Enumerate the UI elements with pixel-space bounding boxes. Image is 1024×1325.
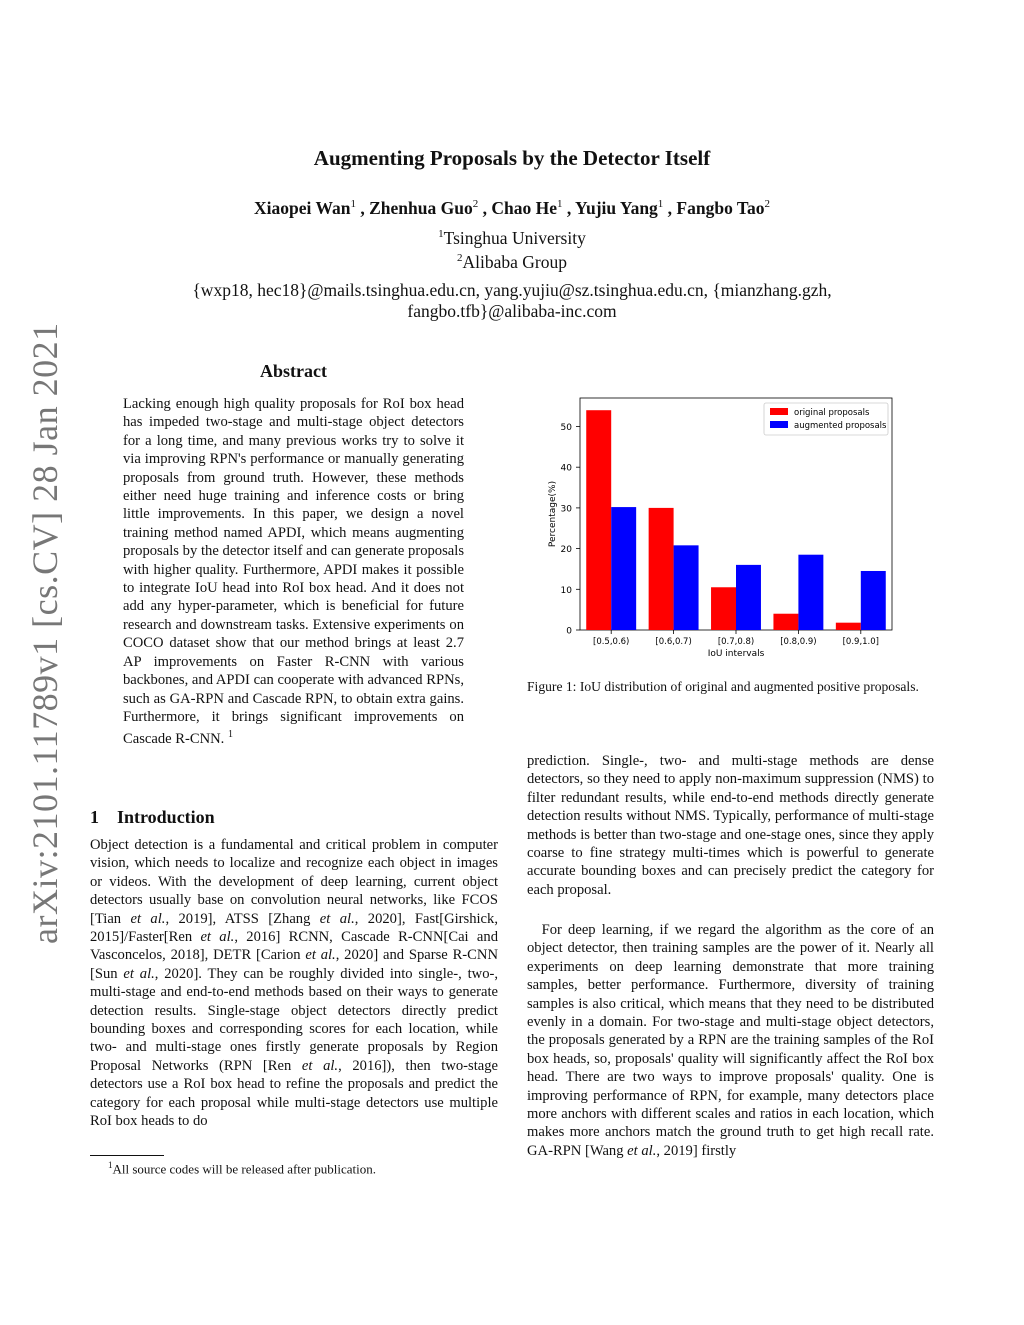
legend-label: original proposals (794, 408, 870, 418)
bar-original (711, 587, 736, 630)
y-tick-label: 50 (560, 422, 572, 433)
right-paragraph-1: prediction. Single-, two- and multi-stage methods are dense detectors, so they need to apply non-maximum suppression (NMS) to filter redundant results, while end-to-end methods directly generate detection results without NMS. Typically, performance of multi-stage methods is better than two-stage and one-stage ones, since they apply coarse to fine strategy multi-times which is powerful to generate accurate bounding boxes and can precisely predict the category for each proposal. (527, 753, 934, 898)
abstract-heading: Abstract (260, 361, 327, 381)
emails-line-2: fangbo.tfb}@alibaba-inc.com (407, 301, 617, 321)
iou-distribution-chart (540, 390, 900, 660)
x-tick-label: [0.8,0.9) (780, 637, 817, 647)
chart-legend (764, 403, 888, 435)
figure-caption: Figure 1: IoU distribution of original and augmented positive proposals. (527, 679, 919, 694)
y-tick-label: 10 (560, 585, 572, 596)
bar-original (649, 508, 674, 630)
x-tick-label: [0.9,1.0] (842, 637, 879, 647)
x-axis-label: IoU intervals (707, 649, 765, 659)
footnote-rule (90, 1155, 164, 1156)
bar-augmented (736, 565, 761, 630)
emails-line-1: {wxp18, hec18}@mails.tsinghua.edu.cn, yang.yujiu@sz.tsinghua.edu.cn, {mianzhang.gzh, (192, 280, 832, 300)
y-tick-label: 30 (560, 504, 572, 515)
bar-original (773, 614, 798, 630)
author: Xiaopei Wan (254, 198, 351, 218)
footnote: $^1$All source codes will be released after publication. (108, 1160, 377, 1177)
y-axis-label: Percentage(%) (548, 480, 558, 548)
x-tick-label: [0.7,0.8) (717, 637, 755, 647)
author: Zhenhua Guo (369, 198, 473, 218)
bar-original (586, 410, 611, 630)
legend-label: augmented proposals (794, 421, 887, 431)
bar-augmented (861, 571, 886, 630)
y-tick-label: 40 (560, 463, 572, 474)
legend-swatch (770, 421, 788, 428)
abstract-body: Lacking enough high quality proposals for RoI box head has impeded two-stage and multi-stage object detectors for a long time, and many previous works try to solve it via improving RPN's performance or manually generating proposals from ground truth. However, these methods either need huge training and inference costs or bring little improvements. In this paper, we design a novel training method named APDI, which means augmenting proposals by the detector itself and can generate proposals with higher quality. Furthermore, APDI makes it possible to integrate IoU head into RoI box head. And it does not add any hyper-parameter, which is beneficial for future research and downstream tasks. Extensive experiments on COCO dataset show that our method brings at least 2.7 AP improvements on Faster R-CNN with various backbones, and APDI can cooperate with advanced RPNs, such as GA-RPN and Cascade RPN, to obtain extra gains. Furthermore, it brings significant improvements on Cascade R-CNN. $^1$ (123, 396, 464, 748)
legend-swatch (770, 408, 788, 415)
bar-augmented (611, 507, 636, 630)
intro-heading: 1 Introduction (90, 807, 215, 827)
bar-augmented (674, 545, 699, 630)
chart-bars (586, 410, 886, 630)
y-tick-label: 0 (566, 626, 572, 637)
x-tick-label: [0.6,0.7) (655, 637, 692, 647)
affiliation-1: $^1$Tsinghua University (438, 228, 586, 248)
arxiv-stamp: arXiv:2101.11789v1 [cs.CV] 28 Jan 2021 (25, 322, 65, 944)
affiliation-2: $^2$Alibaba Group (457, 252, 567, 272)
bar-original (836, 623, 861, 630)
right-paragraph-2: For deep learning, if we regard the algorithm as the core of an object detector, then training samples are the power of it. Nearly all experiments on deep learning demonstrate that more training samples, better performance. Furthermore, diversity of training samples is also critical, which means that they need to be distributed evenly in a domain. For two-stage and multi-stage object detectors, the proposals generated by a RPN are the training samples of the RoI box heads, so, proposals' quality will significantly affect the RoI box head. There are two ways to improve proposals' quality. One is improving performance of RPN, for example, many detectors place more anchors with different scales and ratios in each location, which makes more anchors match the ground truth to get high recall rate. GA-RPN [Wang et al., 2019] firstly (527, 922, 934, 1159)
x-tick-label: [0.5,0.6) (593, 637, 630, 647)
author-list: Xiaopei Wan$^1$ , Zhenhua Guo$^2$ , Chao He$^1$ , Yujiu Yang$^1$ , Fangbo Tao$^2$ (254, 198, 770, 218)
y-tick-label: 20 (560, 545, 572, 556)
paper-title: Augmenting Proposals by the Detector Itself (313, 146, 711, 170)
author: Yujiu Yang (574, 198, 658, 218)
author: Chao He (491, 198, 557, 218)
intro-paragraph: Object detection is a fundamental and critical problem in computer vision, which needs to localize and recognize each object in images or videos. With the development of deep learning, current object detectors usually base on convolution neural networks, like FCOS [Tian et al., 2019], ATSS [Zhang et al., 2020], Fast[Girshick, 2015]/Faster[Ren et al., 2016] RCNN, Cascade R-CNN[Cai and Vasconcelos, 2018], DETR [Carion et al., 2020] and Sparse R-CNN [Sun et al., 2020]. They can be roughly divided into single-, two-, multi-stage and end-to-end methods based on their ways to generate detection results. Single-stage object detectors directly predict bounding boxes and corresponding scores for each location, while two- and multi-stage ones firstly generate proposals by Region Proposal Networks (RPN [Ren et al., 2016]), then two-stage detectors use a RoI box head to refine the proposals and predict the category for each proposal while multi-stage detectors use multiple RoI box heads to do (90, 837, 499, 1130)
bar-augmented (798, 555, 823, 630)
author: Fangbo Tao (676, 198, 765, 218)
